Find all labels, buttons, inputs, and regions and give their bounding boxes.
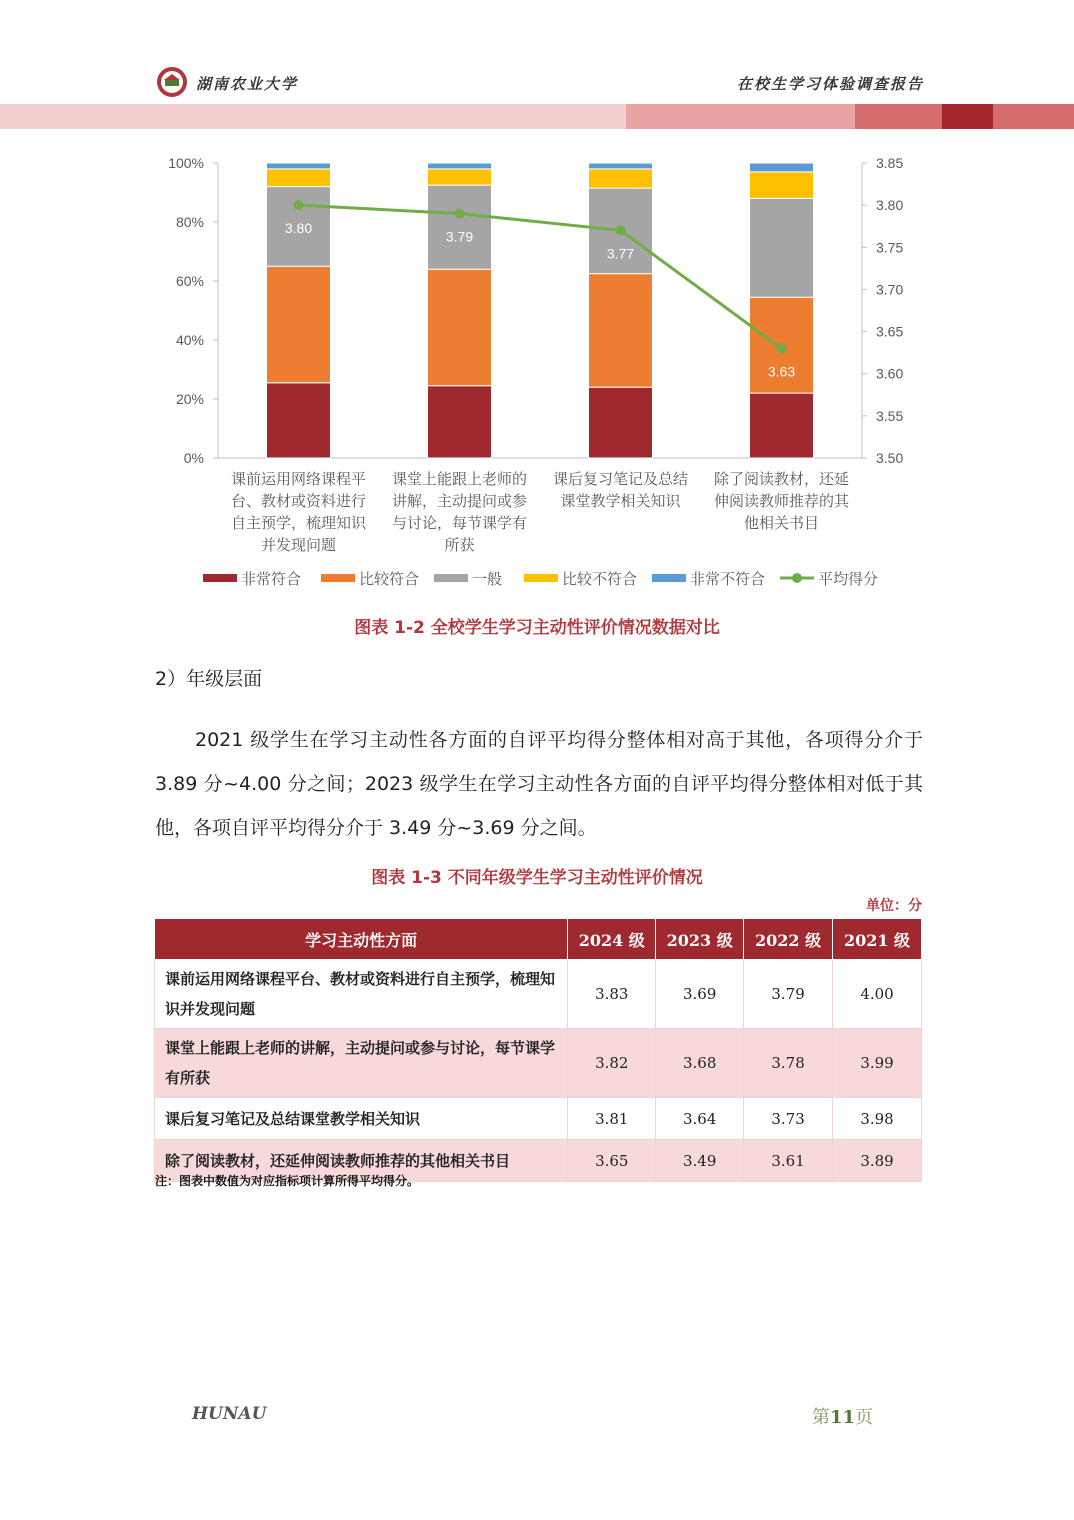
left-tick-label: 20% [175,391,204,407]
page-number [812,1403,873,1429]
table-caption: 图表 1-3 不同年级学生学习主动性评价情况 [371,868,703,888]
table-unit: 单位：分 [866,898,922,914]
table-header-cell: 2021 级 [833,919,922,960]
table-cell: 3.78 [744,1029,833,1098]
category-label: 课后复习笔记及总结 [552,470,689,488]
data-label: 3.79 [445,228,474,245]
header-band [993,104,1074,129]
legend-swatch-marker [792,573,802,583]
university-logo-icon [156,66,188,98]
table-cell: 3.73 [744,1098,833,1140]
bar-segment [589,169,653,188]
bar-segment [428,169,492,185]
left-tick-label: 60% [175,273,204,289]
average-score-point [777,343,787,353]
section-paragraph: 2021 级学生在学习主动性各方面的自评平均得分整体相对高于其他，各项得分介于 3.89 分~4.00 分之间；2023 级学生在学习主动性各方面的自评平均得分整体相对低于其他，各项自评平均得分介于 3.49 分~3.69 分之间。 [155,729,923,839]
table-row [155,1098,922,1140]
table-header-cell: 2024 级 [568,919,656,960]
average-score-line [299,205,782,348]
category-label: 伸阅读教师推荐的其 [713,492,850,510]
table-note: 注：图表中数值为对应指标项计算所得平均得分。 [155,1174,420,1188]
table-cell: 3.64 [656,1098,744,1140]
category-label: 课前运用网络课程平 [230,470,367,488]
bar-segment [750,393,814,458]
table-cell: 3.79 [744,960,833,1029]
left-tick-label: 0% [183,450,204,466]
table-row [155,1029,922,1098]
bar-segment [267,266,331,383]
category-label: 所获 [444,536,475,554]
legend-label: 一般 [472,570,503,588]
header-band [855,104,942,129]
table-header-cell: 2023 级 [656,919,744,960]
category-label: 并发现问题 [260,536,337,554]
bar-segment [589,387,653,458]
table-cell: 3.82 [568,1029,656,1098]
table-cell-aspect: 课堂上能跟上老师的讲解，主动提问或参与讨论，每节课学有所获 [155,1029,568,1098]
bar-segment [267,169,331,187]
table-cell: 3.49 [656,1140,744,1182]
page-number-value: 11 [830,1407,856,1428]
table-header-row [155,919,922,960]
footer-brand: HUNAU [192,1404,267,1424]
table-cell: 3.89 [833,1140,922,1182]
grade-table [154,918,922,1182]
legend-label: 平均得分 [818,570,879,588]
data-label: 3.77 [606,245,635,262]
stacked-bar-chart [150,150,910,605]
table-cell-aspect: 课后复习笔记及总结课堂教学相关知识 [155,1098,568,1140]
table-cell: 3.68 [656,1029,744,1098]
table-header-cell: 2022 级 [744,919,833,960]
category-label: 台、教材或资料进行 [230,492,367,510]
table-header-cell: 学习主动性方面 [155,919,568,960]
section-heading: 2）年级层面 [155,668,263,690]
right-tick-label: 3.60 [876,365,904,382]
right-tick-label: 3.75 [876,239,904,256]
bar-segment [428,185,492,269]
category-label: 与讨论，每节课学有 [391,514,528,532]
left-tick-label: 100% [168,155,204,171]
table-cell: 4.00 [833,960,922,1029]
bar-segment [750,198,814,297]
legend-label: 比较符合 [359,570,420,588]
table-cell: 3.81 [568,1098,656,1140]
legend-label: 比较不符合 [562,570,638,588]
bar-segment [428,269,492,386]
header-band [0,104,626,129]
table-cell-aspect: 课前运用网络课程平台、教材或资料进行自主预学，梳理知识并发现问题 [155,960,568,1029]
bar-segment [428,386,492,458]
header-band [626,104,855,129]
category-label: 讲解，主动提问或参 [391,492,528,510]
legend-swatch [524,574,558,582]
table-cell: 3.65 [568,1140,656,1182]
right-tick-label: 3.70 [876,281,904,298]
right-tick-label: 3.50 [876,450,904,466]
category-label: 除了阅读教材，还延 [713,470,850,488]
header-band [942,104,993,129]
bar-segment [267,163,331,169]
average-score-point [616,225,626,235]
average-score-point [294,200,304,210]
table-cell-aspect: 除了阅读教材，还延伸阅读教师推荐的其他相关书目 [155,1140,568,1182]
legend-label: 非常不符合 [690,570,766,588]
page-prefix: 第 [812,1407,830,1428]
data-label: 3.63 [767,363,796,380]
category-label: 课堂教学相关知识 [560,492,681,510]
table-cell: 3.98 [833,1098,922,1140]
category-label: 自主预学，梳理知识 [230,514,367,532]
bar-segment [750,172,814,199]
table-cell: 3.83 [568,960,656,1029]
data-label: 3.80 [284,220,313,237]
bar-segment [589,163,653,169]
chart-caption: 图表 1-2 全校学生学习主动性评价情况数据对比 [354,618,720,638]
table-cell: 3.99 [833,1029,922,1098]
bar-segment [750,163,814,172]
table-row [155,960,922,1029]
table-cell: 3.61 [744,1140,833,1182]
category-label: 课堂上能跟上老师的 [391,470,528,488]
bar-segment [428,163,492,169]
right-tick-label: 3.65 [876,323,904,340]
report-title: 在校生学习体验调查报告 [736,75,924,93]
average-score-point [455,209,465,219]
legend-label: 非常符合 [241,570,302,588]
left-tick-label: 80% [175,214,204,230]
right-tick-label: 3.55 [876,407,904,424]
legend-swatch [321,574,355,582]
right-tick-label: 3.80 [876,197,904,214]
table-cell: 3.69 [656,960,744,1029]
legend-swatch [203,574,237,582]
legend-swatch [434,574,468,582]
right-tick-label: 3.85 [876,155,904,171]
university-name: 湖南农业大学 [196,75,299,93]
category-label: 他相关书目 [743,514,820,532]
left-tick-label: 40% [175,332,204,348]
legend-swatch [652,574,686,582]
page-suffix: 页 [855,1407,874,1428]
bar-segment [267,383,331,458]
bar-segment [589,274,653,388]
